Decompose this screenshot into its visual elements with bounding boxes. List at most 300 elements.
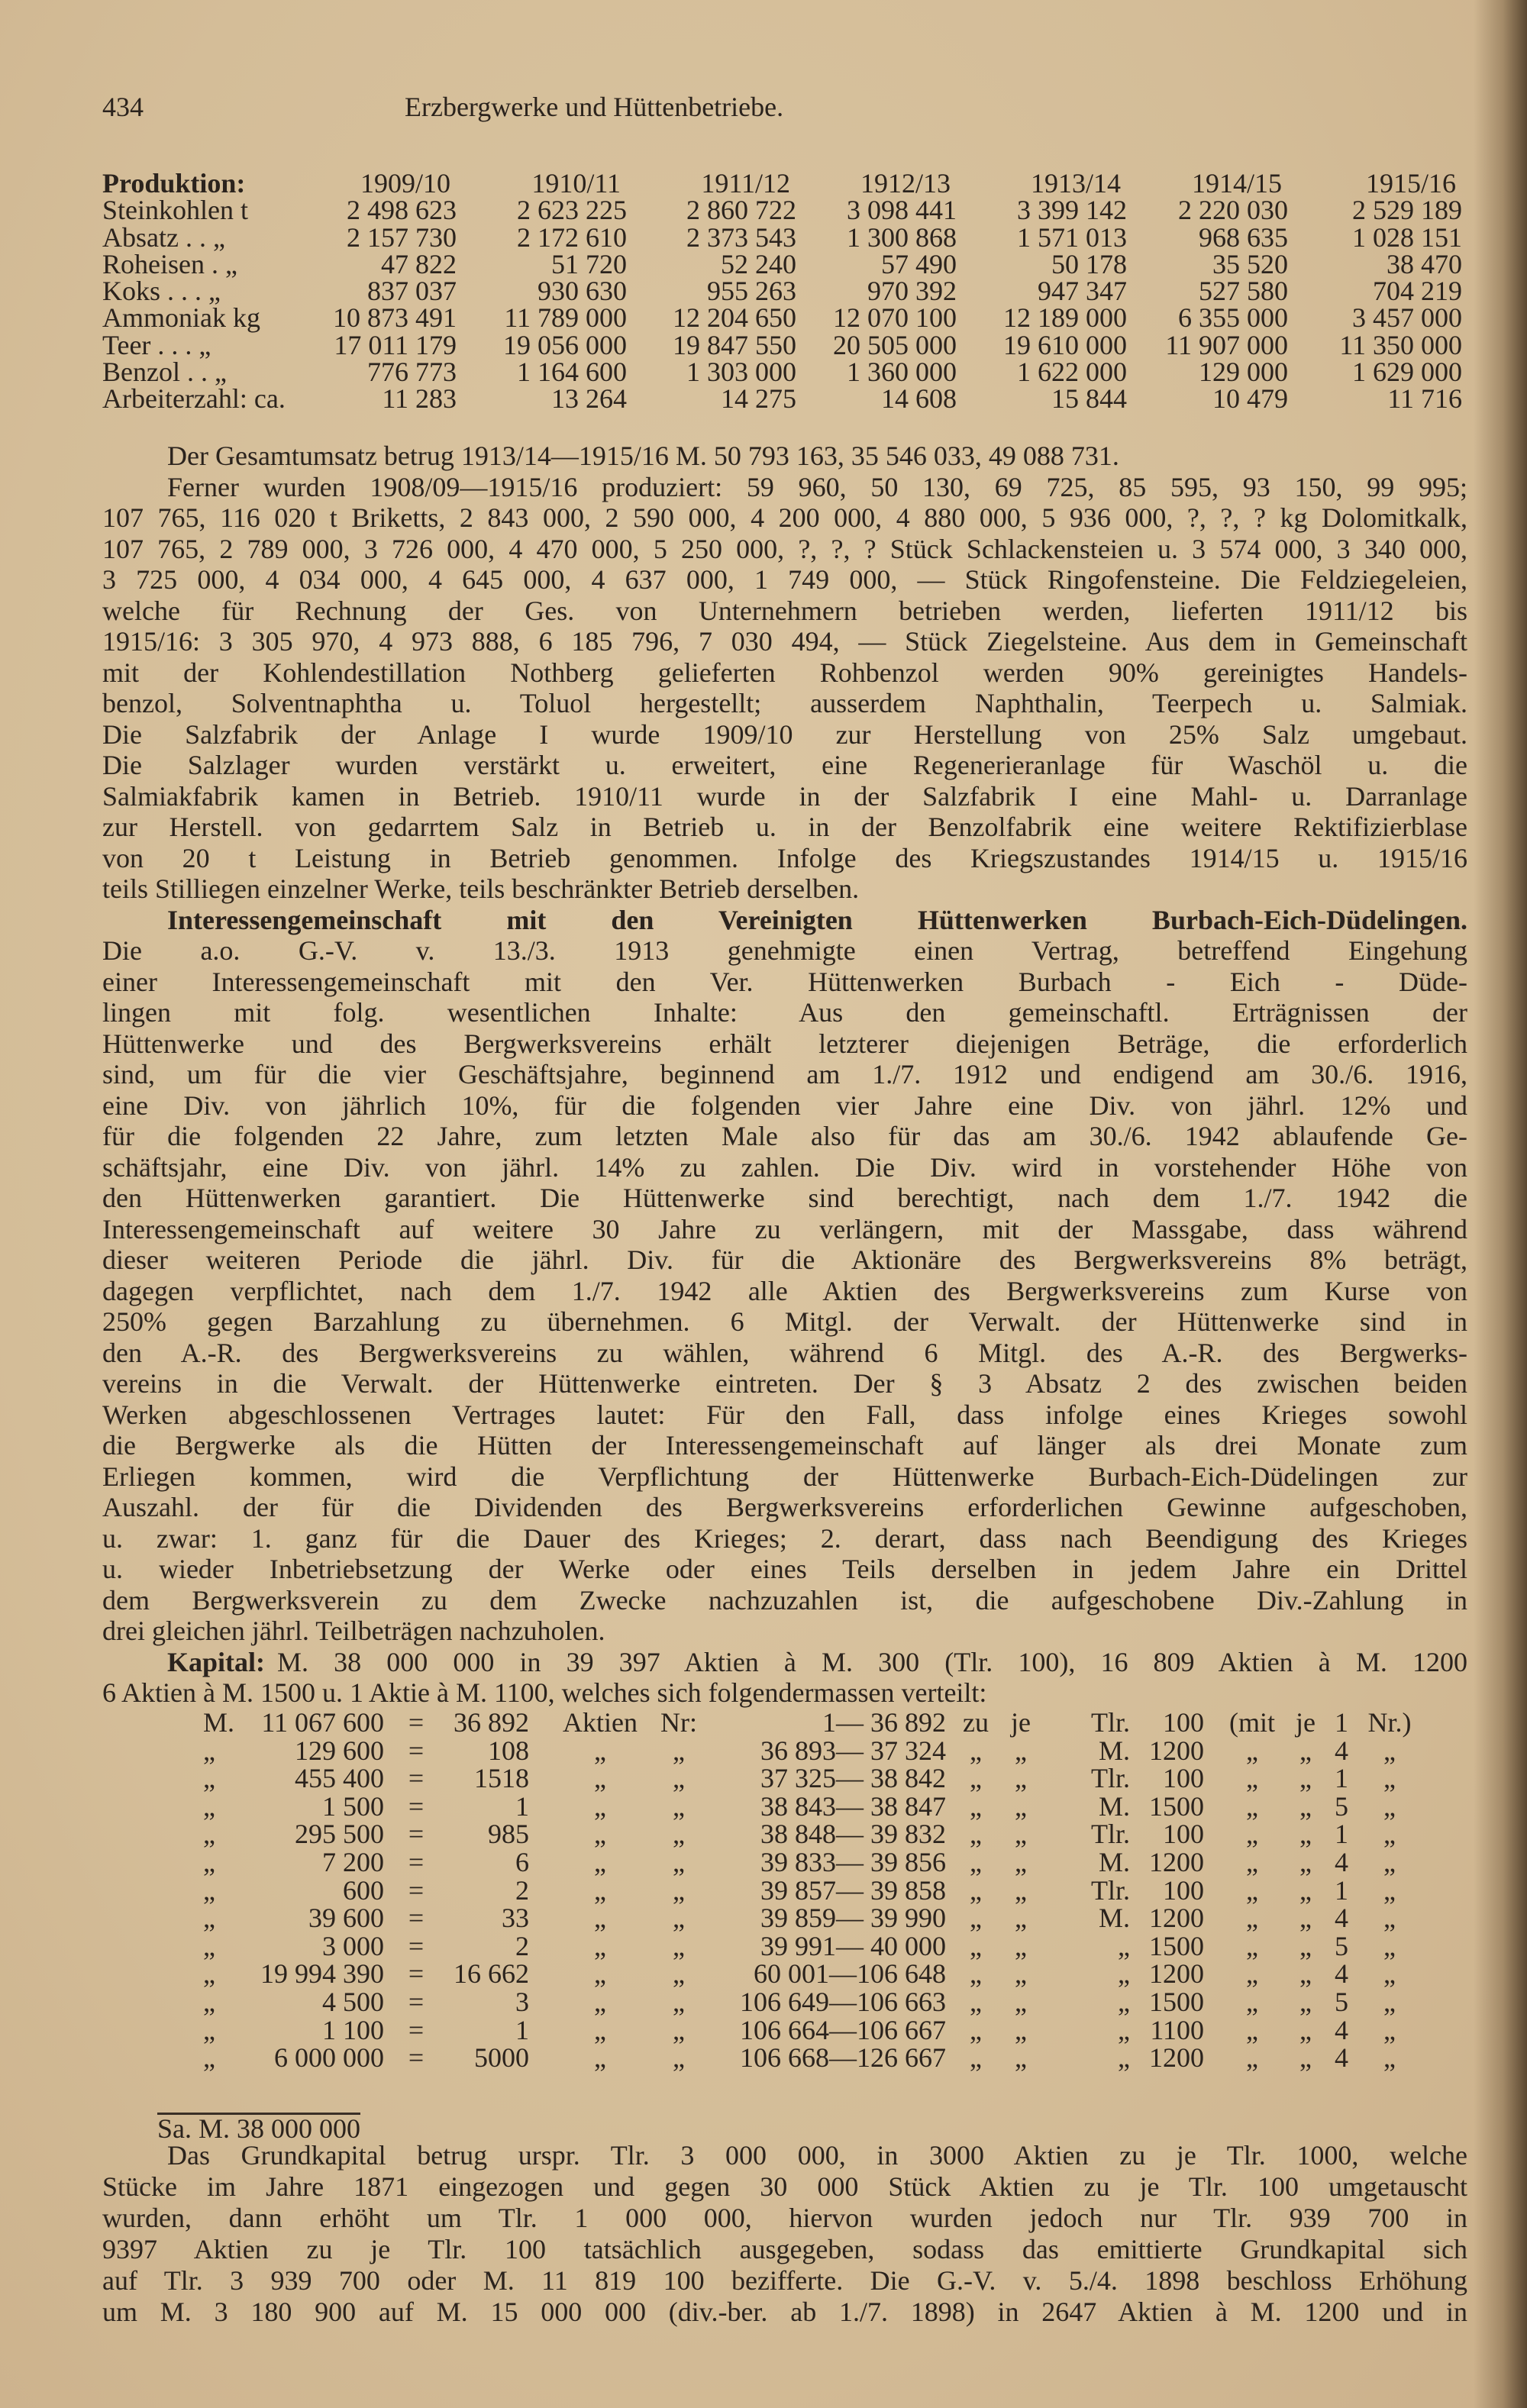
capital-cell-unit: Tlr. <box>1091 1707 1130 1738</box>
capital-cell-p: „ <box>203 1958 215 1990</box>
capital-cell-unit: „ <box>1118 1986 1130 2017</box>
capital-cell-b: „ <box>673 1735 685 1766</box>
row-value: 930 630 <box>538 276 627 307</box>
capital-cell-unit: „ <box>1118 2042 1130 2074</box>
capital-cell-b: „ <box>673 1763 685 1794</box>
capital-row <box>0 1820 1527 1848</box>
capital-cell-p: „ <box>203 1986 215 2017</box>
capital-cell-nr: 5 <box>1335 1986 1348 2017</box>
capital-cell-cnt: 16 662 <box>454 1958 529 1990</box>
capital-cell-f: „ <box>1299 1903 1312 1934</box>
row-value: 1 622 000 <box>1017 357 1127 388</box>
capital-cell-cnt: 6 <box>515 1846 529 1877</box>
capital-cell-e: „ <box>1246 2014 1258 2045</box>
capital-cell-a: „ <box>594 1846 606 1877</box>
row-value: 776 773 <box>367 357 457 388</box>
capital-cell-b: „ <box>673 2042 685 2074</box>
grundkapital-paragraph <box>102 2140 1467 2328</box>
row-value: 2 860 722 <box>686 195 796 226</box>
row-value: 6 355 000 <box>1178 302 1288 334</box>
capital-cell-e: „ <box>1246 2042 1258 2074</box>
text-line: drei gleichen jährl. Teilbeträgen nachzuholen. <box>102 1616 605 1646</box>
capital-row <box>0 1848 1527 1877</box>
capital-cell-nr: 5 <box>1335 1790 1348 1822</box>
row-value: 47 822 <box>381 248 457 279</box>
text-line: Auszahl. der für die Dividenden des Bergwerksvereins erforderlichen Gewinne aufgeschoben, <box>102 1492 1467 1522</box>
capital-cell-f: „ <box>1299 2014 1312 2045</box>
capital-cell-val: 100 <box>1163 1874 1204 1906</box>
capital-cell-d: „ <box>1015 1874 1027 1906</box>
capital-distribution-table <box>0 1709 1527 2072</box>
capital-cell-range: 39 859— 39 990 <box>760 1903 946 1934</box>
row-value: 57 490 <box>881 248 957 279</box>
turnover-line: Der Gesamtumsatz betrug 1913/14—1915/16 M. 50 793 163, 35 546 033, 49 088 731. <box>167 441 1119 471</box>
row-value: 1 303 000 <box>686 357 796 388</box>
capital-cell-range: 1— 36 892 <box>822 1707 946 1738</box>
capital-cell-g: „ <box>1383 1763 1396 1794</box>
year-header: 1912/13 <box>860 168 951 199</box>
production-row <box>0 195 1527 226</box>
row-value: 704 219 <box>1373 276 1462 307</box>
capital-cell-range: 60 001—106 648 <box>754 1958 946 1990</box>
row-value: 11 907 000 <box>1165 329 1288 360</box>
capital-cell-b: „ <box>673 1874 685 1906</box>
capital-cell-c: „ <box>970 1930 982 1961</box>
capital-row <box>0 1709 1527 1737</box>
text-line: auf Tlr. 3 939 700 oder M. 11 819 100 bezifferte. Die G.-V. v. 5./4. 1898 beschloss Erhöhung <box>102 2265 1467 2296</box>
capital-cell-b: „ <box>673 1958 685 1990</box>
text-line: benzol, Solventnaphtha u. Toluol hergestellt; ausserdem Naphthalin, Teerpech u. Salmiak. <box>102 688 1467 718</box>
capital-row <box>0 1874 1527 1906</box>
text-line: dieser weiteren Periode die jährl. Div. für die Aktionäre des Bergwerksvereins 8% beträgt, <box>102 1244 1467 1275</box>
capital-cell-cnt: 33 <box>502 1903 529 1934</box>
capital-total: Sa. M. 38 000 000 <box>157 2113 361 2144</box>
production-row <box>0 357 1527 388</box>
capital-cell-e: „ <box>1246 1986 1258 2017</box>
text-line: 3 725 000, 4 034 000, 4 645 000, 4 637 000, 1 749 000, — Stück Ringofensteine. Die Feldziegeleien, <box>102 564 1467 595</box>
year-header: 1914/15 <box>1191 168 1282 199</box>
page-number: 434 <box>102 92 144 122</box>
capital-cell-c: „ <box>970 1986 982 2017</box>
capital-cell-d: „ <box>1015 1790 1027 1822</box>
capital-cell-c: „ <box>970 1790 982 1822</box>
capital-cell-cnt: 1518 <box>474 1763 529 1794</box>
text-line: die Bergwerke als die Hütten der Interessengemeinschaft auf länger als drei Monate zum <box>102 1430 1467 1461</box>
capital-cell-a: „ <box>594 1763 606 1794</box>
row-label: Ammoniak kg <box>102 302 260 334</box>
row-label: Benzol . . „ <box>102 357 227 388</box>
text-line: Stücke im Jahre 1871 eingezogen und gegen 30 000 Stück Aktien zu je Tlr. 100 umgetauscht <box>102 2171 1467 2202</box>
row-value: 10 873 491 <box>333 302 457 334</box>
row-value: 2 623 225 <box>517 195 627 226</box>
capital-cell-range: 38 848— 39 832 <box>760 1819 946 1850</box>
capital-cell-amt: 455 400 <box>295 1763 384 1794</box>
capital-cell-g: „ <box>1383 1819 1396 1850</box>
capital-cell-p: „ <box>203 1790 215 1822</box>
capital-cell-val: 1100 <box>1150 2014 1204 2045</box>
capital-cell-eq: = <box>408 1790 425 1822</box>
capital-cell-f: „ <box>1299 1763 1312 1794</box>
capital-cell-c: „ <box>970 1874 982 1906</box>
production-row <box>0 250 1527 277</box>
capital-cell-amt: 19 994 390 <box>260 1958 384 1990</box>
capital-cell-range: 106 664—106 667 <box>740 2014 946 2045</box>
text-line: welche für Rechnung der Ges. von Unternehmern betrieben werden, lieferten 1911/12 bis <box>102 595 1467 626</box>
capital-cell-f: je <box>1296 1707 1316 1738</box>
row-value: 11 716 <box>1387 383 1462 415</box>
capital-cell-e: „ <box>1246 1790 1258 1822</box>
capital-cell-c: „ <box>970 1958 982 1990</box>
production-row <box>0 302 1527 334</box>
capital-cell-b: „ <box>673 1846 685 1877</box>
capital-cell-b: „ <box>673 1903 685 1934</box>
capital-cell-g: „ <box>1383 1790 1396 1822</box>
capital-cell-c: „ <box>970 1763 982 1794</box>
capital-cell-e: (mit <box>1229 1707 1275 1738</box>
text-line: u. zwar: 1. ganz für die Dauer des Krieges; 2. derart, dass nach Beendigung des Krieges <box>102 1522 1467 1554</box>
capital-cell-d: „ <box>1015 1846 1027 1877</box>
capital-row <box>0 1988 1527 2016</box>
row-value: 50 178 <box>1051 248 1127 279</box>
row-value: 2 220 030 <box>1178 195 1288 226</box>
capital-cell-a: „ <box>594 1930 606 1961</box>
kapital-summary: M. 38 000 000 in 39 397 Aktien à M. 300 (Tlr. 100), 16 809 Aktien à M. 1200 <box>277 1646 1467 1677</box>
row-value: 3 098 441 <box>847 195 957 226</box>
capital-cell-eq: = <box>408 1735 425 1766</box>
capital-cell-unit: M. <box>1098 1790 1130 1822</box>
capital-cell-g: „ <box>1383 1930 1396 1961</box>
capital-cell-eq: = <box>408 1819 425 1850</box>
capital-cell-range: 39 991— 40 000 <box>760 1930 946 1961</box>
capital-cell-c: „ <box>970 1819 982 1850</box>
capital-cell-e: „ <box>1246 1763 1258 1794</box>
capital-cell-amt: 11 067 600 <box>261 1707 384 1738</box>
capital-cell-unit: „ <box>1118 1930 1130 1961</box>
capital-cell-a: „ <box>594 1819 606 1850</box>
text-line: 1915/16: 3 305 970, 4 973 888, 6 185 796, 7 030 494, — Stück Ziegelsteine. Aus dem in Gemeinschaft <box>102 626 1467 657</box>
capital-cell-a: „ <box>594 1958 606 1990</box>
row-value: 15 844 <box>1051 383 1127 415</box>
row-value: 51 720 <box>551 248 627 279</box>
capital-cell-f: „ <box>1299 1874 1312 1906</box>
capital-cell-cnt: 985 <box>488 1819 529 1850</box>
capital-cell-unit: M. <box>1098 1903 1130 1934</box>
text-line: mit der Kohlendestillation Nothberg gelieferten Rohbenzol werden 90% gereinigtes Handels- <box>102 657 1467 688</box>
text-line: Erliegen kommen, wird die Verpflichtung der Hüttenwerke Burbach-Eich-Düdelingen zur <box>102 1461 1467 1492</box>
row-value: 11 789 000 <box>504 302 627 334</box>
text-line: u. wieder Inbetriebsetzung der Werke oder eines Teils derselben in jedem Jahre ein Drittel <box>102 1554 1467 1584</box>
capital-cell-a: „ <box>594 1986 606 2017</box>
capital-cell-g: Nr.) <box>1367 1707 1412 1738</box>
capital-cell-val: 100 <box>1163 1819 1204 1850</box>
capital-cell-unit: Tlr. <box>1091 1874 1130 1906</box>
capital-row <box>0 2044 1527 2072</box>
capital-cell-val: 1500 <box>1149 1930 1204 1961</box>
capital-cell-amt: 600 <box>343 1874 384 1906</box>
capital-cell-p: „ <box>203 1819 215 1850</box>
capital-cell-c: „ <box>970 1735 982 1766</box>
row-value: 38 470 <box>1387 248 1462 279</box>
capital-cell-cnt: 3 <box>515 1986 529 2017</box>
capital-cell-eq: = <box>408 2014 425 2045</box>
capital-cell-p: „ <box>203 1735 215 1766</box>
row-label: Arbeiterzahl: ca. <box>102 383 286 415</box>
capital-cell-f: „ <box>1299 1986 1312 2017</box>
capital-cell-unit: M. <box>1098 1735 1130 1766</box>
capital-cell-b: Nr: <box>660 1707 697 1738</box>
capital-cell-unit: M. <box>1098 1846 1130 1877</box>
row-value: 970 392 <box>867 276 957 307</box>
row-label: Absatz . . „ <box>102 221 225 253</box>
kapital-line: 6 Aktien à M. 1500 u. 1 Aktie à M. 1100, welches sich folgendermassen verteilt: <box>102 1677 987 1708</box>
capital-cell-d: je <box>1011 1707 1031 1738</box>
text-line: Die Salzlager wurden verstärkt u. erweitert, eine Regenerieranlage für Waschöl u. die <box>102 750 1467 780</box>
capital-cell-range: 37 325— 38 842 <box>760 1763 946 1794</box>
row-value: 968 635 <box>1199 221 1288 253</box>
capital-cell-nr: 4 <box>1335 1735 1348 1766</box>
capital-cell-eq: = <box>408 1958 425 1990</box>
text-line: vereins in die Verwalt. der Hüttenwerke eintreten. Der § 3 Absatz 2 des zwischen beiden <box>102 1368 1467 1399</box>
row-value: 3 399 142 <box>1017 195 1127 226</box>
text-line: teils Stilliegen einzelner Werke, teils beschränkter Betrieb derselben. <box>102 873 860 904</box>
capital-cell-cnt: 1 <box>515 2014 529 2045</box>
row-label: Steinkohlen t <box>102 195 248 226</box>
text-line: den A.-R. des Bergwerksvereins zu wählen, während 6 Mitgl. des A.-R. des Bergwerks- <box>102 1337 1467 1368</box>
capital-cell-range: 38 843— 38 847 <box>760 1790 946 1822</box>
capital-cell-range: 36 893— 37 324 <box>760 1735 946 1766</box>
row-value: 1 028 151 <box>1352 221 1462 253</box>
production-title: Produktion: <box>102 168 246 199</box>
row-value: 35 520 <box>1212 248 1288 279</box>
text-line: Werken abgeschlossenen Vertrages lautet: Für den Fall, dass infolge eines Krieges sowohl <box>102 1399 1467 1430</box>
text-line: Hüttenwerke und des Bergwerksvereins erhält letzterer diejenigen Beträge, die erforderlich <box>102 1028 1467 1059</box>
row-value: 19 610 000 <box>1003 329 1127 360</box>
row-label: Roheisen . „ <box>102 248 237 279</box>
capital-cell-d: „ <box>1015 1819 1027 1850</box>
year-header: 1909/10 <box>360 168 450 199</box>
text-line: 107 765, 116 020 t Briketts, 2 843 000, 2 590 000, 4 200 000, 4 880 000, 5 936 000, ?, ?, ? kg Dolomitkalk, <box>102 502 1467 533</box>
capital-cell-val: 1200 <box>1149 2042 1204 2074</box>
capital-cell-nr: 4 <box>1335 1846 1348 1877</box>
capital-row <box>0 2016 1527 2045</box>
text-line: zur Herstell. von gedarrtem Salz in Betrieb u. in der Benzolfabrik eine weitere Rektifizierblase <box>102 812 1467 842</box>
capital-cell-amt: 6 000 000 <box>274 2042 384 2074</box>
production-row <box>0 383 1527 415</box>
text-line: 107 765, 2 789 000, 3 726 000, 4 470 000, 5 250 000, ?, ?, ? Stück Schlackensteien u. 3 574 000, 3 340 000, <box>102 533 1467 564</box>
row-value: 1 571 013 <box>1017 221 1127 253</box>
row-value: 19 056 000 <box>503 329 627 360</box>
kapital-line <box>167 1647 1467 1678</box>
capital-cell-nr: 4 <box>1335 2042 1348 2074</box>
capital-cell-nr: 4 <box>1335 1958 1348 1990</box>
text-line: dem Bergwerksverein zu dem Zwecke nachzuzahlen ist, die aufgeschobene Div.-Zahlung in <box>102 1584 1467 1616</box>
capital-cell-d: „ <box>1015 1763 1027 1794</box>
row-value: 12 070 100 <box>833 302 957 334</box>
capital-cell-eq: = <box>408 1707 425 1738</box>
running-title: Erzbergwerke und Hüttenbetriebe. <box>405 92 784 122</box>
production-row <box>0 221 1527 253</box>
capital-cell-p: „ <box>203 2042 215 2074</box>
capital-cell-val: 1200 <box>1149 1735 1204 1766</box>
capital-cell-range: 106 668—126 667 <box>740 2042 946 2074</box>
row-value: 2 373 543 <box>686 221 796 253</box>
row-value: 129 000 <box>1199 357 1288 388</box>
capital-cell-p: „ <box>203 1846 215 1877</box>
row-value: 1 164 600 <box>517 357 627 388</box>
capital-row <box>0 1790 1527 1822</box>
text-line: Die a.o. G.-V. v. 13./3. 1913 genehmigte einen Vertrag, betreffend Eingehung <box>102 935 1467 966</box>
capital-cell-d: „ <box>1015 1930 1027 1961</box>
row-value: 12 204 650 <box>673 302 796 334</box>
row-value: 1 360 000 <box>847 357 957 388</box>
capital-cell-b: „ <box>673 1790 685 1822</box>
text-line: von 20 t Leistung in Betrieb genommen. Infolge des Kriegszustandes 1914/15 u. 1915/16 <box>102 842 1467 873</box>
text-line: schäftsjahr, eine Div. von jährl. 14% zu zahlen. Die Div. wird in vorstehender Höhe von <box>102 1151 1467 1183</box>
capital-cell-p: „ <box>203 1763 215 1794</box>
capital-cell-d: „ <box>1015 1903 1027 1934</box>
capital-cell-e: „ <box>1246 1903 1258 1934</box>
capital-cell-val: 1500 <box>1149 1986 1204 2017</box>
text-line: den Hüttenwerken garantiert. Die Hüttenwerke sind berechtigt, nach dem 1./7. 1942 die <box>102 1183 1467 1213</box>
row-value: 52 240 <box>721 248 796 279</box>
capital-cell-c: „ <box>970 2014 982 2045</box>
capital-cell-amt: 295 500 <box>295 1819 384 1850</box>
capital-cell-g: „ <box>1383 2014 1396 2045</box>
capital-cell-cnt: 36 892 <box>454 1707 529 1738</box>
capital-cell-val: 1200 <box>1149 1903 1204 1934</box>
row-value: 11 350 000 <box>1339 329 1462 360</box>
capital-cell-d: „ <box>1015 1735 1027 1766</box>
year-header: 1915/16 <box>1365 168 1456 199</box>
year-header: 1913/14 <box>1030 168 1121 199</box>
capital-cell-p: „ <box>203 2014 215 2045</box>
row-value: 10 479 <box>1212 383 1288 415</box>
capital-cell-nr: 1 <box>1335 1874 1348 1906</box>
capital-cell-nr: 5 <box>1335 1930 1348 1961</box>
capital-cell-b: „ <box>673 1986 685 2017</box>
capital-cell-cnt: 2 <box>515 1874 529 1906</box>
capital-cell-p: „ <box>203 1903 215 1934</box>
text-line: einer Interessengemeinschaft mit den Ver. Hüttenwerken Burbach - Eich - Düde- <box>102 966 1467 997</box>
row-value: 11 283 <box>382 383 457 415</box>
capital-cell-range: 39 857— 39 858 <box>760 1874 946 1906</box>
text-line: Ferner wurden 1908/09—1915/16 produziert: 59 960, 50 130, 69 725, 85 595, 93 150, 99 995; <box>167 471 1467 502</box>
capital-cell-a: „ <box>594 1735 606 1766</box>
capital-cell-f: „ <box>1299 1846 1312 1877</box>
capital-cell-cnt: 1 <box>515 1790 529 1822</box>
capital-row <box>0 1904 1527 1932</box>
capital-cell-p: „ <box>203 1874 215 1906</box>
row-label: Teer . . . „ <box>102 329 211 360</box>
text-line: sind, um für die vier Geschäftsjahre, beginnend am 1./7. 1912 und endigend am 30./6. 1916, <box>102 1059 1467 1089</box>
capital-cell-d: „ <box>1015 1986 1027 2017</box>
row-value: 14 275 <box>721 383 796 415</box>
row-value: 955 263 <box>707 276 796 307</box>
capital-cell-amt: 7 200 <box>322 1846 384 1877</box>
capital-cell-a: „ <box>594 2042 606 2074</box>
year-header: 1910/11 <box>531 168 621 199</box>
capital-cell-e: „ <box>1246 1735 1258 1766</box>
capital-cell-nr: 1 <box>1335 1707 1348 1738</box>
capital-cell-amt: 39 600 <box>308 1903 384 1934</box>
row-value: 14 608 <box>881 383 957 415</box>
capital-cell-amt: 1 100 <box>322 2014 384 2045</box>
text-line: Das Grundkapital betrug urspr. Tlr. 3 000 000, in 3000 Aktien zu je Tlr. 1000, welche <box>167 2140 1467 2171</box>
row-value: 2 172 610 <box>517 221 627 253</box>
row-value: 13 264 <box>551 383 627 415</box>
row-value: 12 189 000 <box>1003 302 1127 334</box>
capital-cell-eq: = <box>408 1930 425 1961</box>
capital-cell-b: „ <box>673 2014 685 2045</box>
text-line: um M. 3 180 900 auf M. 15 000 000 (div.-ber. ab 1./7. 1898) in 2647 Aktien à M. 1200 und in <box>102 2297 1467 2327</box>
capital-row <box>0 1960 1527 1988</box>
capital-cell-c: „ <box>970 1846 982 1877</box>
capital-cell-eq: = <box>408 2042 425 2074</box>
production-header-row <box>0 168 1527 199</box>
capital-cell-amt: 1 500 <box>322 1790 384 1822</box>
capital-cell-g: „ <box>1383 1958 1396 1990</box>
capital-cell-unit: „ <box>1118 1958 1130 1990</box>
row-value: 17 011 179 <box>334 329 457 360</box>
capital-cell-c: „ <box>970 2042 982 2074</box>
capital-cell-val: 100 <box>1163 1763 1204 1794</box>
row-value: 527 580 <box>1199 276 1288 307</box>
capital-row <box>0 1932 1527 1961</box>
row-value: 20 505 000 <box>833 329 957 360</box>
capital-cell-e: „ <box>1246 1930 1258 1961</box>
capital-cell-nr: 1 <box>1335 1763 1348 1794</box>
capital-cell-b: „ <box>673 1930 685 1961</box>
text-line: Die Salzfabrik der Anlage I wurde 1909/10 zur Herstellung von 25% Salz umgebaut. <box>102 718 1467 750</box>
capital-cell-g: „ <box>1383 2042 1396 2074</box>
text-line: Salmiakfabrik kamen in Betrieb. 1910/11 wurde in der Salzfabrik I eine Mahl- u. Darranlage <box>102 780 1467 812</box>
capital-cell-val: 100 <box>1163 1707 1204 1738</box>
capital-cell-b: „ <box>673 1819 685 1850</box>
capital-cell-p: „ <box>203 1930 215 1961</box>
capital-cell-cnt: 108 <box>488 1735 529 1766</box>
capital-cell-val: 1200 <box>1149 1958 1204 1990</box>
capital-cell-eq: = <box>408 1846 425 1877</box>
capital-cell-g: „ <box>1383 1874 1396 1906</box>
section-heading-interessengemeinschaft: Interessengemeinschaft mit den Vereinigten Hüttenwerken Burbach-Eich-Düdelingen. <box>167 904 1467 935</box>
capital-cell-amt: 3 000 <box>322 1930 384 1961</box>
capital-cell-g: „ <box>1383 1986 1396 2017</box>
capital-cell-e: „ <box>1246 1819 1258 1850</box>
capital-cell-a: „ <box>594 1903 606 1934</box>
row-value: 2 498 623 <box>347 195 457 226</box>
capital-cell-f: „ <box>1299 1735 1312 1766</box>
capital-cell-f: „ <box>1299 1819 1312 1850</box>
capital-cell-a: „ <box>594 2014 606 2045</box>
capital-cell-a: Aktien <box>563 1707 638 1738</box>
row-value: 2 157 730 <box>347 221 457 253</box>
text-line: 9397 Aktien zu je Tlr. 100 tatsächlich ausgegeben, sodass das emittierte Grundkapital sich <box>102 2234 1467 2264</box>
capital-cell-g: „ <box>1383 1846 1396 1877</box>
row-value: 947 347 <box>1038 276 1127 307</box>
text-line: Interessengemeinschaft auf weitere 30 Jahre zu verlängern, mit der Massgabe, dass während <box>102 1213 1467 1244</box>
capital-cell-f: „ <box>1299 1930 1312 1961</box>
capital-cell-unit: Tlr. <box>1091 1819 1130 1850</box>
capital-cell-c: zu <box>963 1707 989 1738</box>
capital-cell-eq: = <box>408 1986 425 2017</box>
production-row <box>0 331 1527 358</box>
production-table <box>0 168 1527 415</box>
capital-cell-nr: 4 <box>1335 2014 1348 2045</box>
capital-cell-d: „ <box>1015 2042 1027 2074</box>
capital-cell-val: 1200 <box>1149 1846 1204 1877</box>
capital-cell-p: M. <box>203 1707 235 1738</box>
capital-cell-nr: 4 <box>1335 1903 1348 1934</box>
